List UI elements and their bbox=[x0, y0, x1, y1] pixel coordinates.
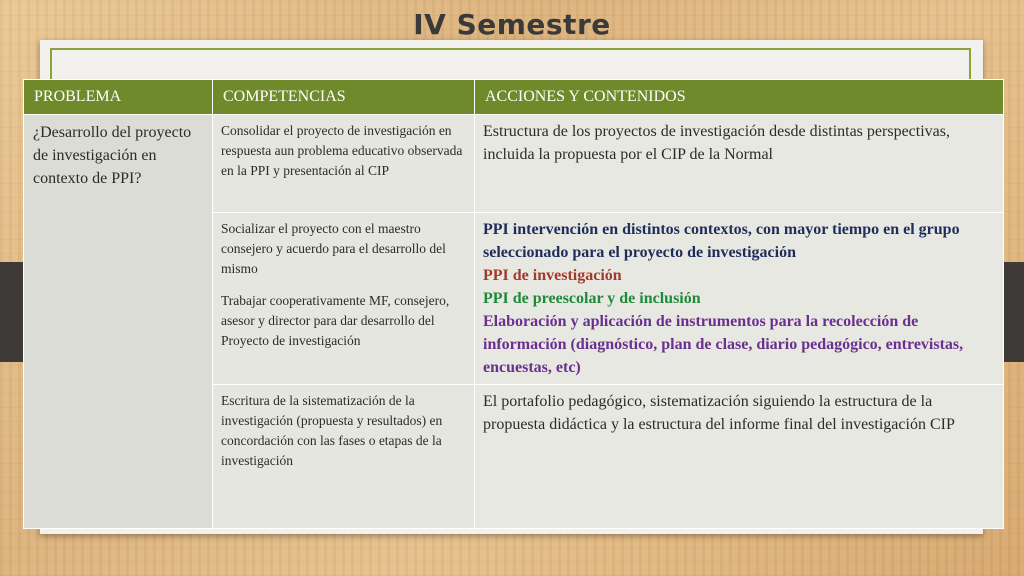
slide-title: IV Semestre bbox=[413, 8, 611, 41]
accion-line: PPI de investigación bbox=[483, 267, 622, 284]
competencia-cell bbox=[213, 385, 475, 529]
competencia-text: Socializar el proyecto con el maestro consejero y acuerdo para el desarrollo del mismo bbox=[221, 221, 446, 276]
acciones-cell: Estructura de los proyectos de investigación desde distintas perspectivas, incluida la propuesta por el CIP de la Normal bbox=[475, 115, 1004, 213]
acciones-cell bbox=[475, 213, 1004, 385]
accion-line: PPI de preescolar y de inclusión bbox=[483, 290, 701, 307]
table-header-row bbox=[24, 80, 1004, 115]
header-acciones: ACCIONES Y CONTENIDOS bbox=[475, 80, 1004, 115]
competencia-text: Consolidar el proyecto de investigación en respuesta aun problema educativo observada en la PPI y presentación al CIP bbox=[221, 123, 463, 178]
acciones-cell: El portafolio pedagógico, sistematización siguiendo la estructura de la propuesta didáctica y la estructura del informe final del investigación CIP bbox=[475, 385, 1004, 529]
header-competencias: COMPETENCIAS bbox=[213, 80, 475, 115]
accion-line: Elaboración y aplicación de instrumentos para la recolección de información (diagnóstico, plan de clase, diario pedagógico, entrevistas, encuestas, etc) bbox=[483, 313, 964, 376]
competencia-cell bbox=[213, 115, 475, 213]
competencia-cell bbox=[213, 213, 475, 385]
competencia-text: Trabajar cooperativamente MF, consejero, asesor y director para dar desarrollo del Proyecto de investigación bbox=[221, 293, 450, 348]
accion-line: PPI intervención en distintos contextos, con mayor tiempo en el grupo seleccionado para el proyecto de investigación bbox=[483, 221, 960, 261]
curriculum-table bbox=[23, 79, 1004, 529]
problem-cell: ¿Desarrollo del proyecto de investigación en contexto de PPI? bbox=[24, 115, 213, 529]
header-problema: PROBLEMA bbox=[24, 80, 213, 115]
table-row bbox=[24, 115, 1004, 213]
competencia-text: Escritura de la sistematización de la investigación (propuesta y resultados) en concordación con las fases o etapas de la investigación bbox=[221, 393, 443, 468]
